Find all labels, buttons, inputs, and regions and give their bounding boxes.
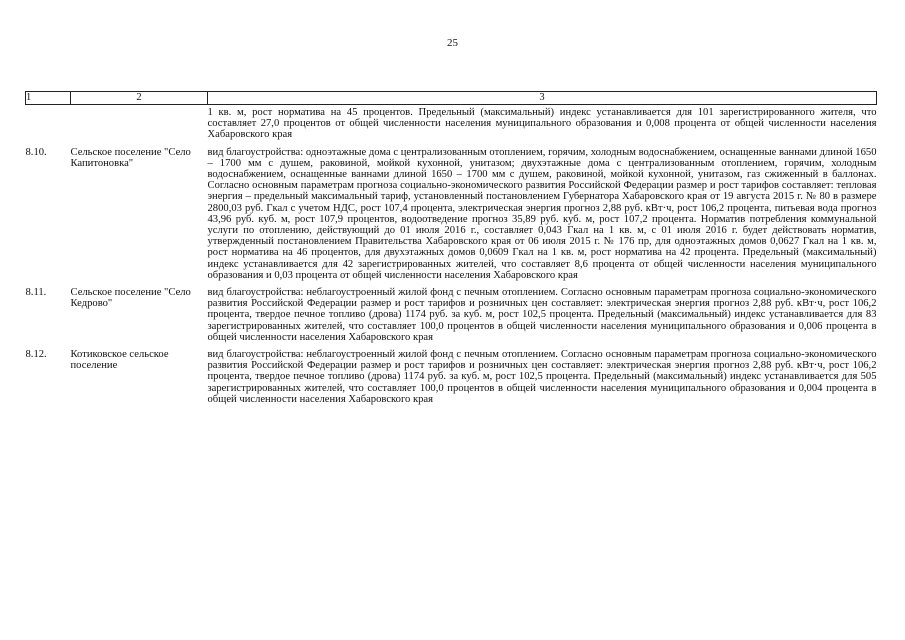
column-header-1: 1 [26, 92, 71, 105]
row-description: вид благоустройства: одноэтажные дома с централизованным отоплением, горячим, холодным водоснабжением, оснащенные ваннами длиной 1650 – 1700 мм с душем, раковиной, мойкой кухонной, унитазом; двухэтажные дома с централизованным отоплением, горячим, холодным водоснабжением, оснащенные ваннами длиной 1650 – 1700 мм с душем, раковиной, мойкой кухонной, унитазом, газ сжиженный в баллонах. Согласно основным параметрам прогноза социально-экономического развития Российской Федерации размер и рост тарифов составляет: тепловая энергия – предельный максимальный тариф, установленный постановлением Губернатора Хабаровского края от 19 августа 2015 г. № 80 в размере 2800,03 руб. Гкал с учетом НДС, рост 107,4 процента, электрическая энергия прогноз 2,88 руб. кВт·ч, рост 106,2 процента, питьевая вода прогноз 43,96 руб. куб. м, рост 107,9 процентов, водоотведение прогноз 35,89 руб. куб. м, рост 107,2 процента. Норматив потребления коммунальной услуги по отоплению, действующий до 01 июля 2016 г., составляет 0,043 Гкал на 1 кв. м, с 01 июля 2016 г. будет действовать норматив, утвержденный постановлением Правительства Хабаровского края от 06 июля 2015 г. № 176 пр, для одноэтажных домов 0,0627 Гкал на 1 кв. м, рост норматива на 46 процентов, для двухэтажных домов 0,0609 Гкал на 1 кв. м, рост норматива на 42 процента. Предельный (максимальный) индекс устанавливается для 42 зарегистрированных жителей, что составляет 8,6 процента от общей численности населения муниципального образования и 0,03 процента от общей численности населения Хабаровского края [207, 146, 877, 281]
row-description: вид благоустройства: неблагоустроенный жилой фонд с печным отоплением. Согласно основным параметрам прогноза социально-экономического развития Российской Федерации размер и рост тарифов и розничных цен составляет: электрическая энергия прогноз 2,88 руб. кВт·ч, рост 106,2 процента, твердое печное топливо (дрова) 1174 руб. за куб. м, рост 102,5 процента. Предельный (максимальный) индекс устанавливается для 83 зарегистрированных жителей, что составляет 100,0 процентов в общей численности населения муниципального образования и 0,006 процента в общей численности населения Хабаровского края [207, 287, 877, 343]
table-row [26, 147, 877, 287]
table-row [26, 287, 877, 349]
table-header-row [26, 92, 877, 105]
settlement-name: Котиковское сельское поселение [70, 349, 169, 372]
tariff-table [25, 91, 877, 411]
continuation-name-cell [71, 105, 208, 147]
continuation-row [26, 105, 877, 147]
column-header-3: 3 [208, 92, 877, 105]
continuation-text: 1 кв. м, рост норматива на 45 процентов. Предельный (максимальный) индекс устанавливается для 101 зарегистрированного жителя, что составляет 27,0 процентов от общей численности населения муниципального образования и 0,008 процента от общей численности населения Хабаровского края [207, 107, 877, 141]
settlement-name: Сельское поселение "Село Кедрово" [70, 287, 191, 310]
settlement-name: Сельское поселение "Село Капитоновка" [70, 146, 191, 169]
row-number: 8.10. [25, 146, 47, 158]
row-number: 8.12. [25, 349, 47, 361]
table-row [26, 349, 877, 411]
continuation-num-cell [26, 105, 71, 147]
page-number: 25 [447, 37, 458, 49]
column-header-2: 2 [71, 92, 208, 105]
row-number: 8.11. [25, 287, 47, 299]
row-description: вид благоустройства: неблагоустроенный жилой фонд с печным отоплением. Согласно основным параметрам прогноза социально-экономического развития Российской Федерации размер и рост тарифов и розничных цен составляет: электрическая энергия прогноз 2,88 руб. кВт·ч, рост 106,2 процента, твердое печное топливо (дрова) 1174 руб. за куб. м, рост 102,5 процента. Предельный (максимальный) индекс устанавливается для 505 зарегистрированных жителей, что составляет 100,0 процентов в общей численности населения муниципального образования и 0,004 процента в общей численности населения Хабаровского края [207, 349, 877, 405]
